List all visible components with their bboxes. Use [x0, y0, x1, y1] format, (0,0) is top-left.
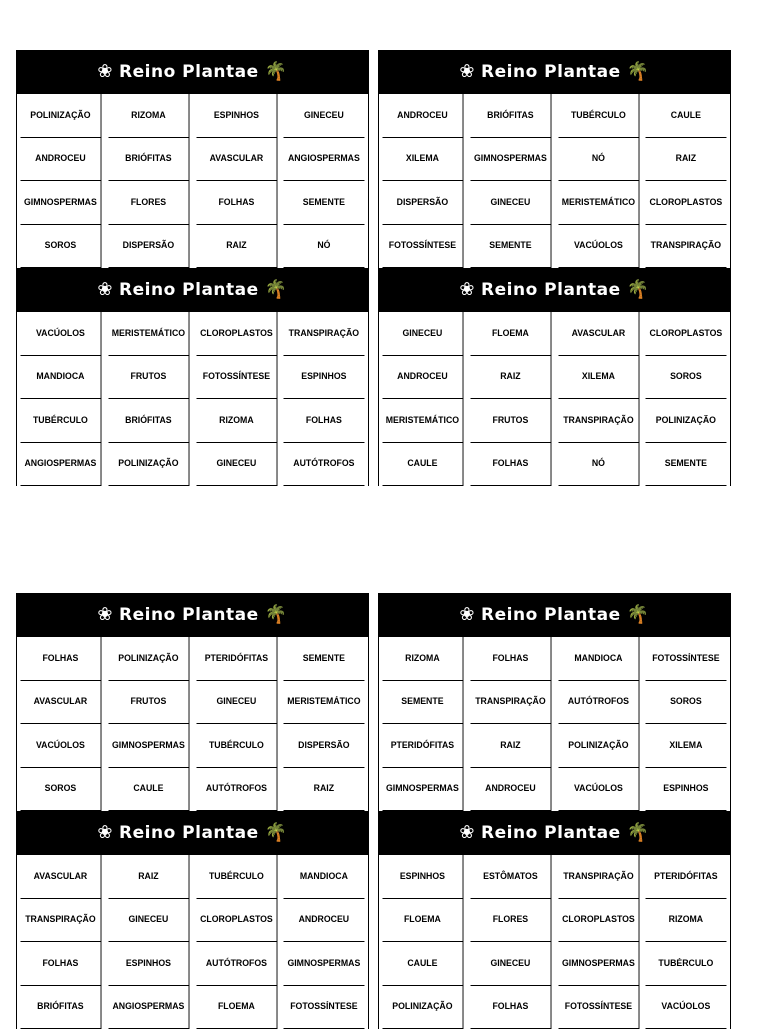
bingo-card — [16, 811, 369, 1029]
grid-cell: GIMNOSPERMAS — [470, 138, 551, 182]
grid-cell: FOLHAS — [21, 942, 102, 986]
grid-cell: RIZOMA — [646, 899, 727, 943]
grid-cell: FOTOSSÍNTESE — [196, 356, 277, 400]
grid-cell: MERISTEMÁTICO — [383, 399, 464, 443]
grid-cell: RIZOMA — [108, 94, 189, 138]
grid-cell: MERISTEMÁTICO — [558, 181, 639, 225]
palm-tree-icon: 🌴 — [627, 824, 650, 842]
flower-icon: ❀ — [97, 63, 113, 81]
card-title: Reino Plantae — [119, 605, 259, 625]
grid-cell: RAIZ — [470, 356, 551, 400]
grid-cell: FOLHAS — [21, 637, 102, 681]
card-grid — [379, 637, 730, 811]
card-header — [379, 50, 730, 94]
grid-cell: FOLHAS — [470, 443, 551, 487]
grid-cell: RAIZ — [284, 768, 365, 812]
grid-cell: XILEMA — [558, 356, 639, 400]
grid-cell: RIZOMA — [383, 637, 464, 681]
grid-cell: CAULE — [383, 942, 464, 986]
grid-cell: BRIÓFITAS — [21, 986, 102, 1029]
grid-cell: PTERIDÓFITAS — [196, 637, 277, 681]
grid-cell: XILEMA — [383, 138, 464, 182]
grid-cell: ANGIOSPERMAS — [21, 443, 102, 487]
grid-cell: MERISTEMÁTICO — [284, 681, 365, 725]
grid-cell: ANDROCEU — [383, 356, 464, 400]
grid-cell: ESPINHOS — [284, 356, 365, 400]
grid-cell: VACÚOLOS — [21, 724, 102, 768]
grid-cell: ANDROCEU — [470, 768, 551, 812]
card-header — [17, 811, 368, 855]
grid-cell: AUTÓTROFOS — [196, 768, 277, 812]
grid-cell: FRUTOS — [108, 356, 189, 400]
grid-cell: RAIZ — [470, 724, 551, 768]
grid-cell: CLOROPLASTOS — [196, 899, 277, 943]
card-title: Reino Plantae — [481, 823, 621, 843]
grid-cell: ANDROCEU — [383, 94, 464, 138]
flower-icon: ❀ — [459, 824, 475, 842]
grid-cell: VACÚOLOS — [558, 225, 639, 269]
grid-cell: POLINIZAÇÃO — [383, 986, 464, 1029]
grid-cell: FLOEMA — [470, 312, 551, 356]
grid-cell: FOTOSSÍNTESE — [558, 986, 639, 1029]
grid-cell: RIZOMA — [196, 399, 277, 443]
grid-cell: SOROS — [646, 356, 727, 400]
grid-cell: TRANSPIRAÇÃO — [284, 312, 365, 356]
palm-tree-icon: 🌴 — [627, 281, 650, 299]
grid-cell: ANDROCEU — [21, 138, 102, 182]
grid-cell: FLORES — [108, 181, 189, 225]
grid-cell: FRUTOS — [470, 399, 551, 443]
palm-tree-icon: 🌴 — [265, 824, 288, 842]
grid-cell: TUBÉRCULO — [646, 942, 727, 986]
flower-icon: ❀ — [459, 63, 475, 81]
grid-cell: GINECEU — [108, 899, 189, 943]
bingo-card — [16, 50, 369, 268]
grid-cell: SOROS — [646, 681, 727, 725]
card-grid — [17, 855, 368, 1029]
grid-cell: SEMENTE — [470, 225, 551, 269]
flower-icon: ❀ — [97, 281, 113, 299]
palm-tree-icon: 🌴 — [627, 606, 650, 624]
card-header — [379, 593, 730, 637]
card-grid — [379, 312, 730, 486]
card-title: Reino Plantae — [119, 823, 259, 843]
grid-cell: SOROS — [21, 768, 102, 812]
palm-tree-icon: 🌴 — [265, 63, 288, 81]
grid-cell: TUBÉRCULO — [558, 94, 639, 138]
grid-cell: TRANSPIRAÇÃO — [558, 855, 639, 899]
grid-cell: FOLHAS — [470, 986, 551, 1029]
grid-cell: GIMNOSPERMAS — [284, 942, 365, 986]
card-grid — [379, 94, 730, 268]
bingo-card — [378, 593, 731, 811]
grid-cell: CAULE — [383, 443, 464, 487]
grid-cell: ESPINHOS — [196, 94, 277, 138]
grid-cell: PTERIDÓFITAS — [383, 724, 464, 768]
grid-cell: ESPINHOS — [646, 768, 727, 812]
bingo-card — [378, 811, 731, 1029]
grid-cell: FLORES — [470, 899, 551, 943]
card-grid — [17, 312, 368, 486]
grid-cell: TUBÉRCULO — [196, 855, 277, 899]
grid-cell: RAIZ — [196, 225, 277, 269]
card-title: Reino Plantae — [119, 280, 259, 300]
grid-cell: FOLHAS — [470, 637, 551, 681]
bingo-card — [16, 593, 369, 811]
palm-tree-icon: 🌴 — [265, 606, 288, 624]
grid-cell: RAIZ — [108, 855, 189, 899]
grid-cell: TRANSPIRAÇÃO — [558, 399, 639, 443]
grid-cell: AVASCULAR — [21, 681, 102, 725]
grid-cell: FOTOSSÍNTESE — [646, 637, 727, 681]
grid-cell: FOLHAS — [284, 399, 365, 443]
grid-cell: TRANSPIRAÇÃO — [646, 225, 727, 269]
grid-cell: DISPERSÃO — [383, 181, 464, 225]
grid-cell: MANDIOCA — [558, 637, 639, 681]
card-grid — [17, 94, 368, 268]
grid-cell: FOTOSSÍNTESE — [284, 986, 365, 1029]
grid-cell: VACÚOLOS — [558, 768, 639, 812]
card-header — [17, 593, 368, 637]
grid-cell: NÓ — [284, 225, 365, 269]
card-grid — [17, 637, 368, 811]
grid-cell: SEMENTE — [646, 443, 727, 487]
bingo-card — [378, 268, 731, 486]
grid-cell: BRIÓFITAS — [470, 94, 551, 138]
grid-cell: FOLHAS — [196, 181, 277, 225]
grid-cell: SEMENTE — [284, 637, 365, 681]
grid-cell: MERISTEMÁTICO — [108, 312, 189, 356]
grid-cell: BRIÓFITAS — [108, 138, 189, 182]
grid-cell: ANGIOSPERMAS — [284, 138, 365, 182]
grid-cell: GINECEU — [284, 94, 365, 138]
grid-cell: AVASCULAR — [21, 855, 102, 899]
grid-cell: TUBÉRCULO — [21, 399, 102, 443]
bingo-card — [378, 50, 731, 268]
card-header — [17, 268, 368, 312]
grid-cell: TUBÉRCULO — [196, 724, 277, 768]
flower-icon: ❀ — [97, 606, 113, 624]
grid-cell: AVASCULAR — [558, 312, 639, 356]
grid-cell: CAULE — [108, 768, 189, 812]
card-header — [379, 811, 730, 855]
grid-cell: GINECEU — [470, 181, 551, 225]
card-title: Reino Plantae — [481, 280, 621, 300]
grid-cell: SEMENTE — [284, 181, 365, 225]
palm-tree-icon: 🌴 — [265, 281, 288, 299]
card-grid — [379, 855, 730, 1029]
grid-cell: GIMNOSPERMAS — [108, 724, 189, 768]
grid-cell: AUTÓTROFOS — [196, 942, 277, 986]
grid-cell: RAIZ — [646, 138, 727, 182]
card-title: Reino Plantae — [481, 605, 621, 625]
grid-cell: DISPERSÃO — [284, 724, 365, 768]
bingo-card — [16, 268, 369, 486]
grid-cell: POLINIZAÇÃO — [558, 724, 639, 768]
grid-cell: VACÚOLOS — [21, 312, 102, 356]
grid-cell: GIMNOSPERMAS — [558, 942, 639, 986]
grid-cell: VACÚOLOS — [646, 986, 727, 1029]
grid-cell: MANDIOCA — [284, 855, 365, 899]
flower-icon: ❀ — [97, 824, 113, 842]
grid-cell: FRUTOS — [108, 681, 189, 725]
grid-cell: TRANSPIRAÇÃO — [470, 681, 551, 725]
grid-cell: MANDIOCA — [21, 356, 102, 400]
grid-cell: ESTÔMATOS — [470, 855, 551, 899]
grid-cell: XILEMA — [646, 724, 727, 768]
flower-icon: ❀ — [459, 606, 475, 624]
grid-cell: NÓ — [558, 138, 639, 182]
grid-cell: CAULE — [646, 94, 727, 138]
card-header — [379, 268, 730, 312]
card-title: Reino Plantae — [119, 62, 259, 82]
flower-icon: ❀ — [459, 281, 475, 299]
grid-cell: GINECEU — [383, 312, 464, 356]
grid-cell: AUTÓTROFOS — [558, 681, 639, 725]
grid-cell: POLINIZAÇÃO — [646, 399, 727, 443]
grid-cell: CLOROPLASTOS — [646, 312, 727, 356]
grid-cell: NÓ — [558, 443, 639, 487]
grid-cell: ANDROCEU — [284, 899, 365, 943]
grid-cell: TRANSPIRAÇÃO — [21, 899, 102, 943]
grid-cell: POLINIZAÇÃO — [108, 443, 189, 487]
grid-cell: CLOROPLASTOS — [558, 899, 639, 943]
grid-cell: POLINIZAÇÃO — [108, 637, 189, 681]
grid-cell: GIMNOSPERMAS — [21, 181, 102, 225]
grid-cell: ESPINHOS — [108, 942, 189, 986]
grid-cell: GINECEU — [470, 942, 551, 986]
grid-cell: PTERIDÓFITAS — [646, 855, 727, 899]
grid-cell: CLOROPLASTOS — [196, 312, 277, 356]
grid-cell: GINECEU — [196, 443, 277, 487]
card-title: Reino Plantae — [481, 62, 621, 82]
grid-cell: GINECEU — [196, 681, 277, 725]
grid-cell: ESPINHOS — [383, 855, 464, 899]
grid-cell: GIMNOSPERMAS — [383, 768, 464, 812]
grid-cell: CLOROPLASTOS — [646, 181, 727, 225]
grid-cell: SOROS — [21, 225, 102, 269]
grid-cell: BRIÓFITAS — [108, 399, 189, 443]
grid-cell: AUTÓTROFOS — [284, 443, 365, 487]
grid-cell: FLOEMA — [383, 899, 464, 943]
grid-cell: FOTOSSÍNTESE — [383, 225, 464, 269]
grid-cell: POLINIZAÇÃO — [21, 94, 102, 138]
grid-cell: ANGIOSPERMAS — [108, 986, 189, 1029]
card-header — [17, 50, 368, 94]
palm-tree-icon: 🌴 — [627, 63, 650, 81]
grid-cell: DISPERSÃO — [108, 225, 189, 269]
grid-cell: FLOEMA — [196, 986, 277, 1029]
grid-cell: AVASCULAR — [196, 138, 277, 182]
grid-cell: SEMENTE — [383, 681, 464, 725]
